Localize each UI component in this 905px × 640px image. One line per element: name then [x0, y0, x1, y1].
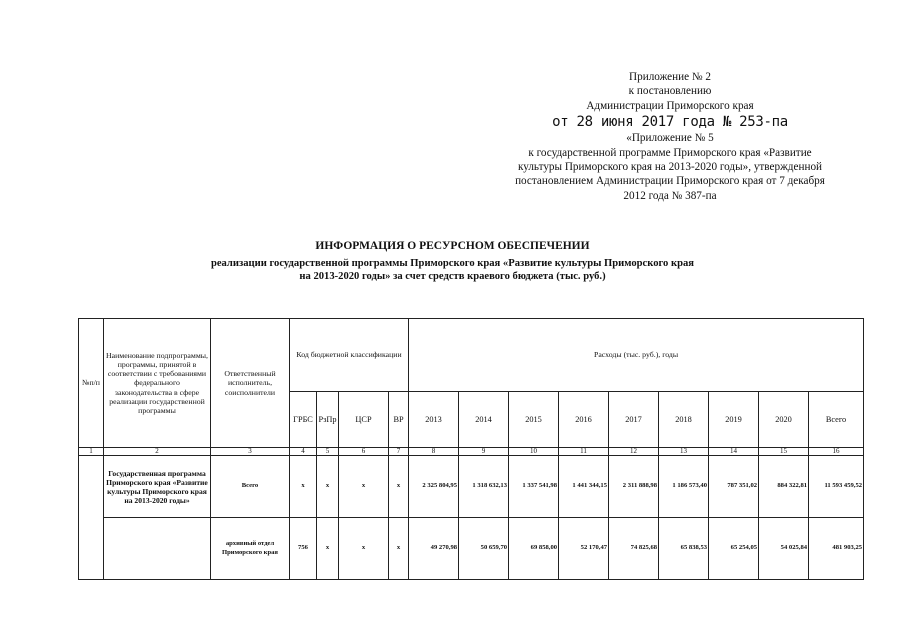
vr-cell: x	[389, 518, 409, 580]
resource-table	[78, 318, 864, 580]
responsible-cell: Всего	[211, 456, 290, 518]
amount-cell: 65 254,05	[709, 518, 759, 580]
amount-cell: 65 838,53	[659, 518, 709, 580]
column-index: 8	[409, 448, 459, 456]
header-year: 2020	[759, 392, 809, 448]
document-subtitle	[0, 257, 905, 283]
appendix-line: постановлением Администрации Приморского края от 7 декабря	[515, 175, 825, 188]
csr-cell: x	[339, 456, 389, 518]
header-year: 2014	[459, 392, 509, 448]
amount-cell: 50 659,70	[459, 518, 509, 580]
column-index: 3	[211, 448, 290, 456]
column-index: 2	[104, 448, 211, 456]
amount-cell: 49 270,98	[409, 518, 459, 580]
grbs-cell: 756	[290, 518, 317, 580]
amount-cell: 2 325 804,95	[409, 456, 459, 518]
header-num: №п/п	[79, 319, 104, 448]
appendix-line: Приложение № 2	[629, 71, 711, 83]
header-expenses: Расходы (тыс. руб.), годы	[409, 319, 864, 392]
program-name	[104, 518, 211, 580]
column-index: 6	[339, 448, 389, 456]
header-vr: ВР	[389, 392, 409, 448]
column-index: 13	[659, 448, 709, 456]
amount-cell: 1 337 541,98	[509, 456, 559, 518]
amount-cell: 1 186 573,40	[659, 456, 709, 518]
column-index: 4	[290, 448, 317, 456]
header-year: 2017	[609, 392, 659, 448]
appendix-line: к государственной программе Приморского края «Развитие	[528, 146, 812, 159]
table-row	[79, 456, 864, 518]
appendix-line: «Приложение № 5	[626, 132, 714, 145]
appendix-header	[480, 70, 860, 203]
program-name: Государственная программа Приморского края «Развитие культуры Приморского края на 2013-2020 годы»	[104, 456, 211, 518]
header-name: Наименование подпрограммы, программы, принятой в соответствии с требованиями федерального законодательства в сфере реализации государственной программы	[104, 319, 211, 448]
grbs-cell: x	[290, 456, 317, 518]
header-year: 2015	[509, 392, 559, 448]
header-year: 2013	[409, 392, 459, 448]
header-total: Всего	[809, 392, 864, 448]
appendix-line: к постановлению	[628, 85, 712, 98]
appendix-line: Администрации Приморского края	[586, 99, 754, 112]
header-year: 2016	[559, 392, 609, 448]
responsible-cell: архивный отдел Приморского края	[211, 518, 290, 580]
appendix-line: 2012 года № 387-па	[623, 189, 717, 202]
vr-cell: x	[389, 456, 409, 518]
header-budget-code: Код бюджетной классификации	[290, 319, 409, 392]
header-csr: ЦСР	[339, 392, 389, 448]
table-row	[79, 518, 864, 580]
rzpr-cell: x	[317, 518, 339, 580]
amount-cell: 69 858,00	[509, 518, 559, 580]
header-responsible: Ответственный исполнитель, соисполнители	[211, 319, 290, 448]
amount-cell: 2 311 888,98	[609, 456, 659, 518]
column-index: 1	[79, 448, 104, 456]
header-rzpr: РзПр	[317, 392, 339, 448]
subtitle-line: реализации государственной программы Приморского края «Развитие культуры Приморского края	[210, 258, 695, 269]
column-index: 12	[609, 448, 659, 456]
total-cell: 11 593 459,52	[809, 456, 864, 518]
header-year: 2018	[659, 392, 709, 448]
column-index: 14	[709, 448, 759, 456]
column-index: 7	[389, 448, 409, 456]
amount-cell: 1 318 632,13	[459, 456, 509, 518]
total-cell: 481 903,25	[809, 518, 864, 580]
csr-cell: x	[339, 518, 389, 580]
resolution-stamp: от 28 июня 2017 года № 253-па	[552, 114, 788, 131]
header-grbs: ГРБС	[290, 392, 317, 448]
amount-cell: 1 441 344,15	[559, 456, 609, 518]
row-number	[79, 456, 104, 580]
document-title: ИНФОРМАЦИЯ О РЕСУРСНОМ ОБЕСПЕЧЕНИИ	[315, 240, 590, 252]
column-index: 10	[509, 448, 559, 456]
amount-cell: 74 825,68	[609, 518, 659, 580]
appendix-line: культуры Приморского края на 2013-2020 годы», утвержденной	[517, 161, 823, 174]
column-index: 5	[317, 448, 339, 456]
subtitle-line: на 2013-2020 годы» за счет средств краевого бюджета (тыс. руб.)	[299, 271, 606, 282]
rzpr-cell: x	[317, 456, 339, 518]
amount-cell: 52 170,47	[559, 518, 609, 580]
column-index: 11	[559, 448, 609, 456]
amount-cell: 787 351,02	[709, 456, 759, 518]
amount-cell: 54 025,84	[759, 518, 809, 580]
amount-cell: 884 322,81	[759, 456, 809, 518]
column-index: 16	[809, 448, 864, 456]
column-index: 9	[459, 448, 509, 456]
header-year: 2019	[709, 392, 759, 448]
column-index: 15	[759, 448, 809, 456]
